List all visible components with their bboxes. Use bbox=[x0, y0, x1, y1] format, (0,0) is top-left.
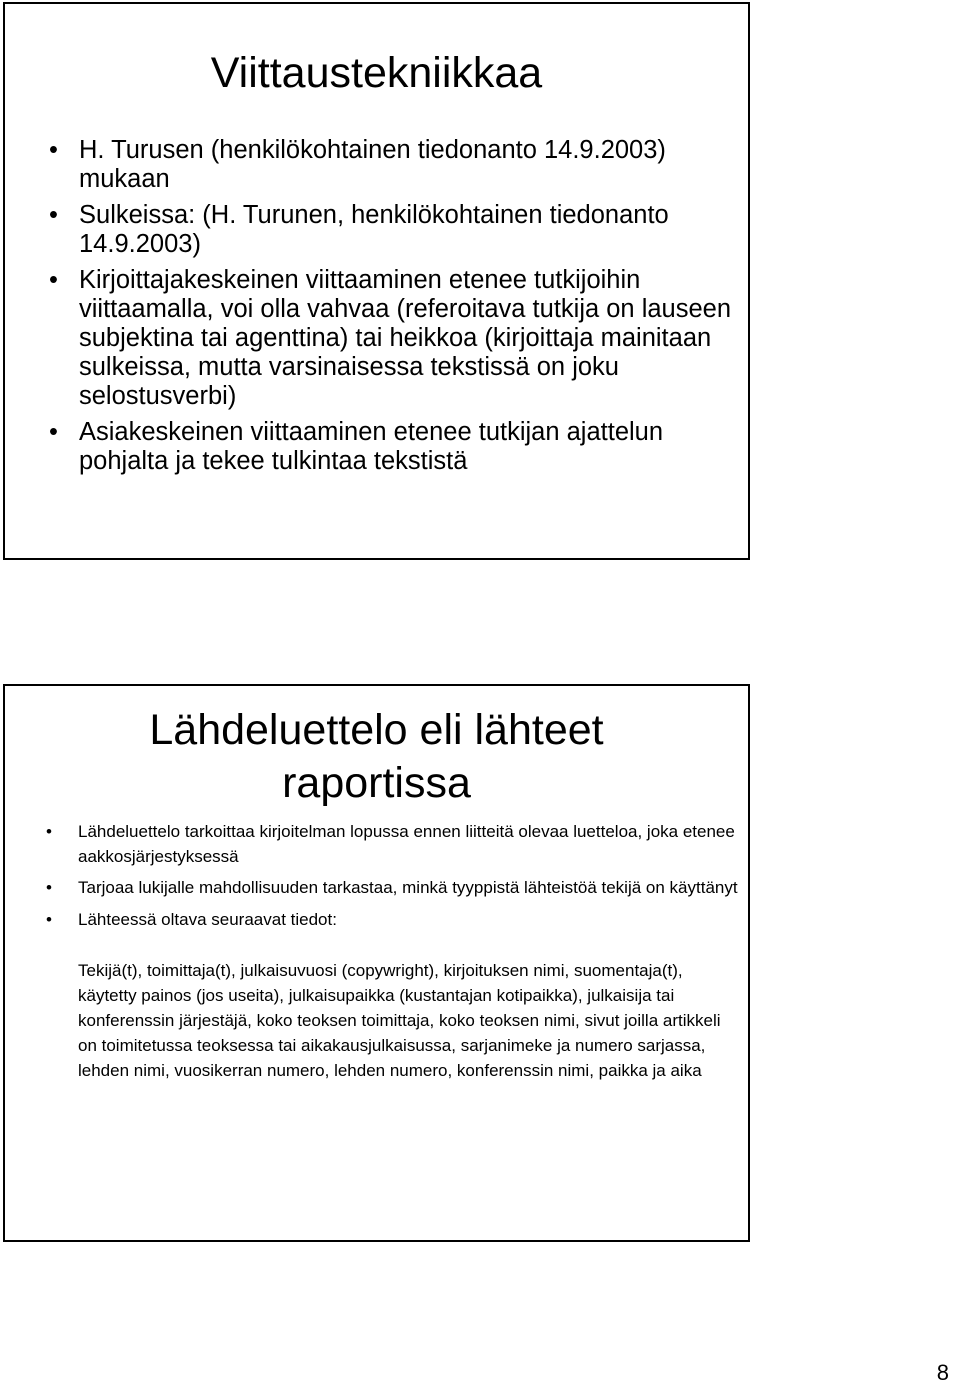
bullet-point: • bbox=[46, 822, 52, 841]
bullet-item bbox=[49, 136, 739, 194]
slide-title-line: Lähdeluettelo eli lähteet bbox=[149, 706, 604, 754]
bullet-point: • bbox=[46, 909, 52, 929]
slide-lahdeluettelo bbox=[3, 684, 750, 1242]
bullet-item bbox=[46, 820, 738, 869]
bullet-text: Sulkeissa: (H. Turunen, henkilökohtainen tiedonanto 14.9.2003) bbox=[79, 201, 669, 258]
bullet-item bbox=[49, 266, 739, 411]
slide-title bbox=[5, 704, 748, 810]
bullet-point: • bbox=[49, 201, 58, 229]
bullet-item bbox=[49, 201, 739, 259]
bullet-list bbox=[46, 820, 738, 939]
bullet-item bbox=[49, 418, 739, 476]
bullet-list bbox=[49, 136, 739, 483]
bullet-text: Lähteessä oltava seuraavat tiedot: bbox=[78, 909, 337, 929]
bullet-text: Lähdeluettelo tarkoittaa kirjoitelman lopussa ennen liitteitä olevaa luetteloa, joka etenee aakkosjärjestyksessä bbox=[78, 822, 735, 866]
bullet-item bbox=[46, 908, 738, 933]
bullet-point: • bbox=[49, 418, 58, 446]
bullet-text: Kirjoittajakeskeinen viittaaminen etenee tutkijoihin viittaamalla, voi olla vahvaa (referoitava tutkija on lauseen subjektina tai agenttina) tai heikkoa (kirjoittaja mainitaan sulkeissa, mutta varsinaisessa tekstissä on joku selostusverbi) bbox=[79, 266, 732, 410]
bullet-item bbox=[46, 876, 738, 901]
bullet-point: • bbox=[49, 136, 58, 164]
slide-title-line: raportissa bbox=[282, 759, 471, 807]
slide-title: Viittaustekniikkaa bbox=[210, 49, 543, 97]
required-fields-paragraph: Tekijä(t), toimittaja(t), julkaisuvuosi (copywright), kirjoituksen nimi, suomentaja(t), käytetty painos (jos useita), julkaisupaikka (kustantajan kotipaikka), julkaisija tai konferenssin järjestäjä, koko teoksen toimittaja, koko teoksen nimi, sivut joilla artikkeli on toimitetussa teoksessa tai aikakausjulkaisussa, sarjanimeke ja numero sarjassa, lehden nimi, vuosikerran numero, lehden numero, konferenssin nimi, paikka ja aika bbox=[78, 961, 721, 1080]
bullet-text: H. Turusen (henkilökohtainen tiedonanto 14.9.2003) mukaan bbox=[79, 136, 666, 193]
page-number: 8 bbox=[936, 1360, 949, 1385]
slide-viittaustekniikkaa bbox=[3, 2, 750, 560]
bullet-text: Tarjoaa lukijalle mahdollisuuden tarkastaa, minkä tyyppistä lähteistöä tekijä on käyttänyt bbox=[78, 878, 738, 897]
bullet-point: • bbox=[49, 266, 58, 294]
bullet-point: • bbox=[46, 878, 52, 897]
bullet-text: Asiakeskeinen viittaaminen etenee tutkijan ajattelun pohjalta ja tekee tulkintaa tekstistä bbox=[79, 418, 664, 475]
